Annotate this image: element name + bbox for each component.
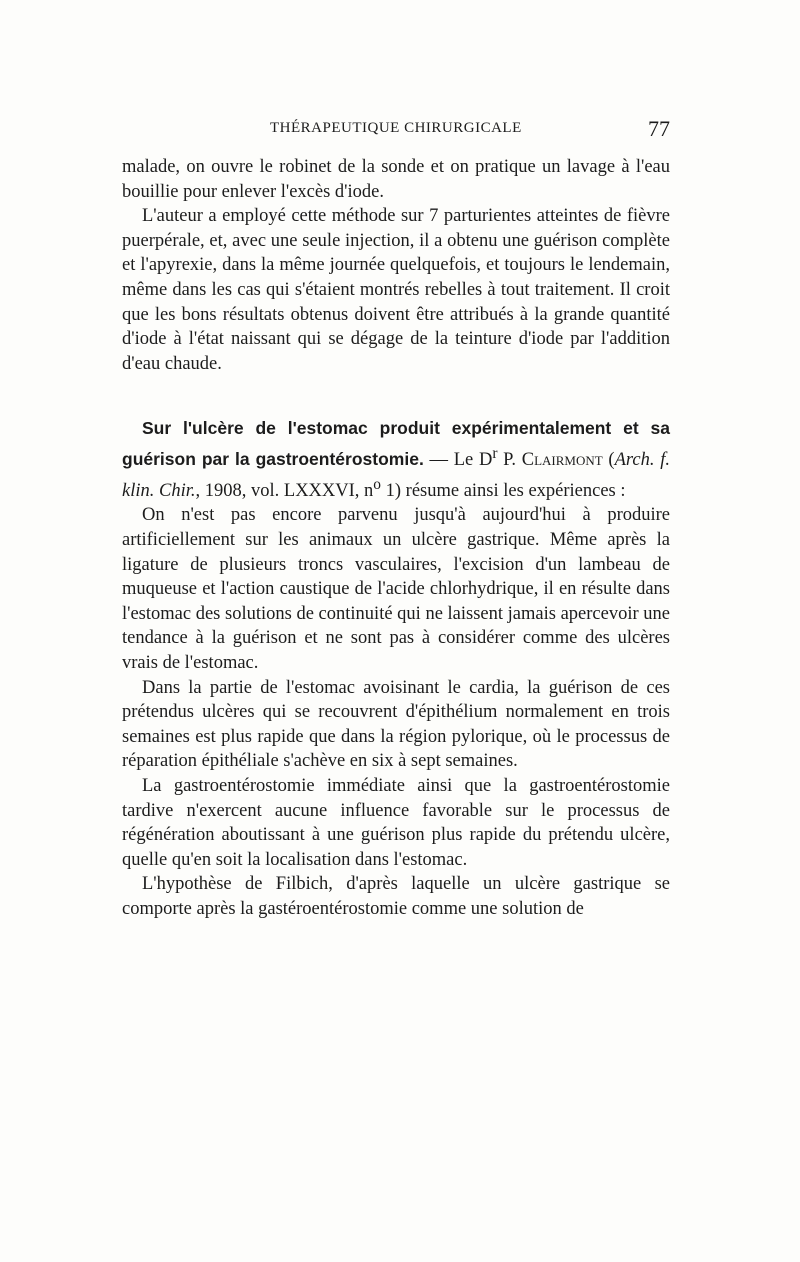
- paragraph: La gastroentérostomie immédiate ainsi que la gastroentérostomie tardive n'exercent aucune influence favorable sur le processus de régénération aboutissant à une guérison plus rapide du prétendu ulcère, quelle qu'en soit la localisation dans l'estomac.: [122, 775, 670, 870]
- paragraph: L'hypothèse de Filbich, d'après laquelle un ulcère gastrique se comporte après la gastéroentérostomie comme une solution de: [122, 874, 670, 919]
- author-initial: P.: [497, 450, 522, 471]
- author-name: Clairmont: [521, 450, 603, 471]
- number-superscript: o: [373, 475, 381, 493]
- paragraph-continued: malade, on ouvre le robinet de la sonde et on pratique un lavage à l'eau bouillie pour enlever l'excès d'iode.: [122, 157, 670, 202]
- article-title: Sur l'ulcère de l'estomac produit expérimentalement et sa guérison par la gastroentérostomie.: [122, 418, 670, 470]
- dr-superscript: r: [492, 444, 498, 462]
- paragraph: L'auteur a employé cette méthode sur 7 parturientes atteintes de fièvre puerpérale, et, avec une seule injection, il a obtenu une guérison complète et l'apyrexie, dans la même journée quelquefois, et toujours le lendemain, même dans les cas qui s'étaient montrés rebelles à tout traitement. Il croit que les bons résultats obtenus doivent être attribués à la grande quantité d'iode à l'état naissant qui se dégage de la teinture d'iode par l'addition d'eau chaude.: [122, 206, 670, 374]
- paragraph: On n'est pas encore parvenu jusqu'à aujourd'hui à produire artificiellement sur les animaux un ulcère gastrique. Même après la ligature de plusieurs troncs vasculaires, l'excision d'un lambeau de muqueuse et l'action caustique de l'acide chlorhydrique, il en résulte dans l'estomac des solutions de continuité qui ne laissent jamais apercevoir une tendance à la guérison et ne sont pas à considérer comme des ulcères vrais de l'estomac.: [122, 505, 670, 673]
- reference-details: , 1908, vol. LXXXVI, n: [195, 480, 374, 501]
- reference-open: (: [602, 450, 615, 471]
- journal-name: Arch. f. klin. Chir.: [122, 450, 670, 501]
- page-header: [122, 116, 670, 146]
- body-text: [122, 155, 670, 922]
- paragraph: Dans la partie de l'estomac avoisinant le cardia, la guérison de ces prétendus ulcères qui se recouvrent d'épithélium normalement en trois semaines est plus rapide que dans la région pylorique, où le processus de réparation épithéliale s'achève en six à sept semaines.: [122, 677, 670, 772]
- article-heading: [122, 416, 670, 503]
- reference-end: 1) résume ainsi les expériences :: [381, 480, 626, 501]
- author-intro: — Le D: [423, 450, 493, 471]
- section-spacer: [122, 376, 670, 416]
- running-title: THÉRAPEUTIQUE CHIRURGICALE: [270, 120, 522, 136]
- page-number: 77: [648, 116, 670, 141]
